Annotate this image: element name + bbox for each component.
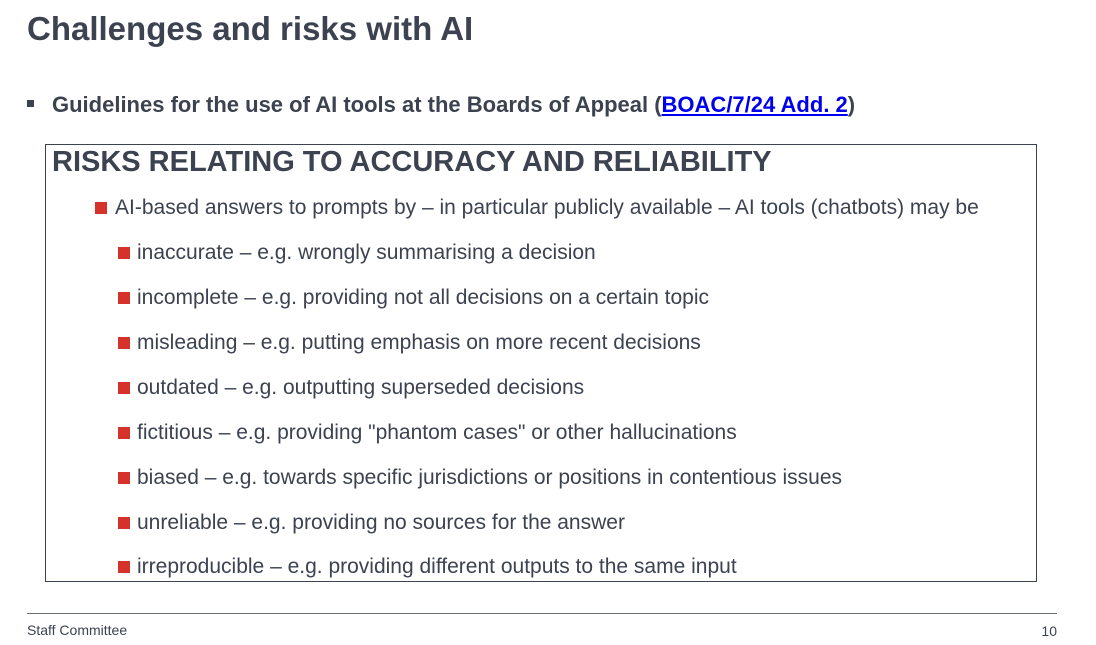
red-bullet-icon bbox=[118, 382, 130, 394]
slide-title: Challenges and risks with AI bbox=[27, 10, 474, 47]
list-item-inaccurate bbox=[118, 241, 596, 265]
red-bullet-icon bbox=[118, 292, 130, 304]
list-item-text: misleading – e.g. putting emphasis on more recent decisions bbox=[137, 331, 701, 354]
list-item-text: biased – e.g. towards specific jurisdictions or positions in contentious issues bbox=[137, 466, 843, 489]
red-bullet-icon bbox=[118, 427, 130, 439]
guidelines-text: Guidelines for the use of AI tools at the Boards of Appeal ( bbox=[52, 92, 662, 117]
list-item-unreliable bbox=[118, 511, 625, 535]
red-bullet-icon bbox=[95, 202, 107, 214]
list-item-text: outdated – e.g. outputting superseded decisions bbox=[137, 376, 585, 399]
bullet-square-icon bbox=[27, 100, 34, 107]
list-item-incomplete bbox=[118, 286, 709, 310]
list-item-fictitious bbox=[118, 421, 737, 445]
intro-bullet bbox=[95, 196, 979, 220]
list-item-misleading bbox=[118, 331, 701, 355]
footer-divider bbox=[27, 613, 1057, 614]
guidelines-close-paren: ) bbox=[847, 92, 856, 117]
page-number: 10 bbox=[1041, 623, 1057, 639]
list-item-text: irreproducible – e.g. providing different outputs to the same input bbox=[137, 555, 737, 578]
list-item-text: unreliable – e.g. providing no sources for the answer bbox=[137, 511, 625, 534]
risks-heading: RISKS RELATING TO ACCURACY AND RELIABILITY bbox=[52, 146, 772, 178]
list-item-irreproducible bbox=[118, 555, 737, 579]
list-item-outdated bbox=[118, 376, 584, 400]
footer-organization: Staff Committee bbox=[27, 622, 128, 638]
red-bullet-icon bbox=[118, 337, 130, 349]
list-item-text: fictitious – e.g. providing "phantom cases" or other hallucinations bbox=[137, 421, 737, 444]
list-item-text: inaccurate – e.g. wrongly summarising a decision bbox=[137, 241, 596, 264]
red-bullet-icon bbox=[118, 472, 130, 484]
list-item-text: incomplete – e.g. providing not all decisions on a certain topic bbox=[137, 286, 710, 309]
boac-document-link[interactable]: BOAC/7/24 Add. 2 bbox=[661, 92, 848, 117]
list-item-biased bbox=[118, 466, 842, 490]
red-bullet-icon bbox=[118, 247, 130, 259]
red-bullet-icon bbox=[118, 561, 130, 573]
red-bullet-icon bbox=[118, 517, 130, 529]
risks-box bbox=[45, 144, 1037, 582]
intro-text: AI-based answers to prompts by – in particular publicly available – AI tools (chatbots) may be bbox=[115, 196, 979, 219]
guidelines-bullet bbox=[27, 92, 855, 118]
